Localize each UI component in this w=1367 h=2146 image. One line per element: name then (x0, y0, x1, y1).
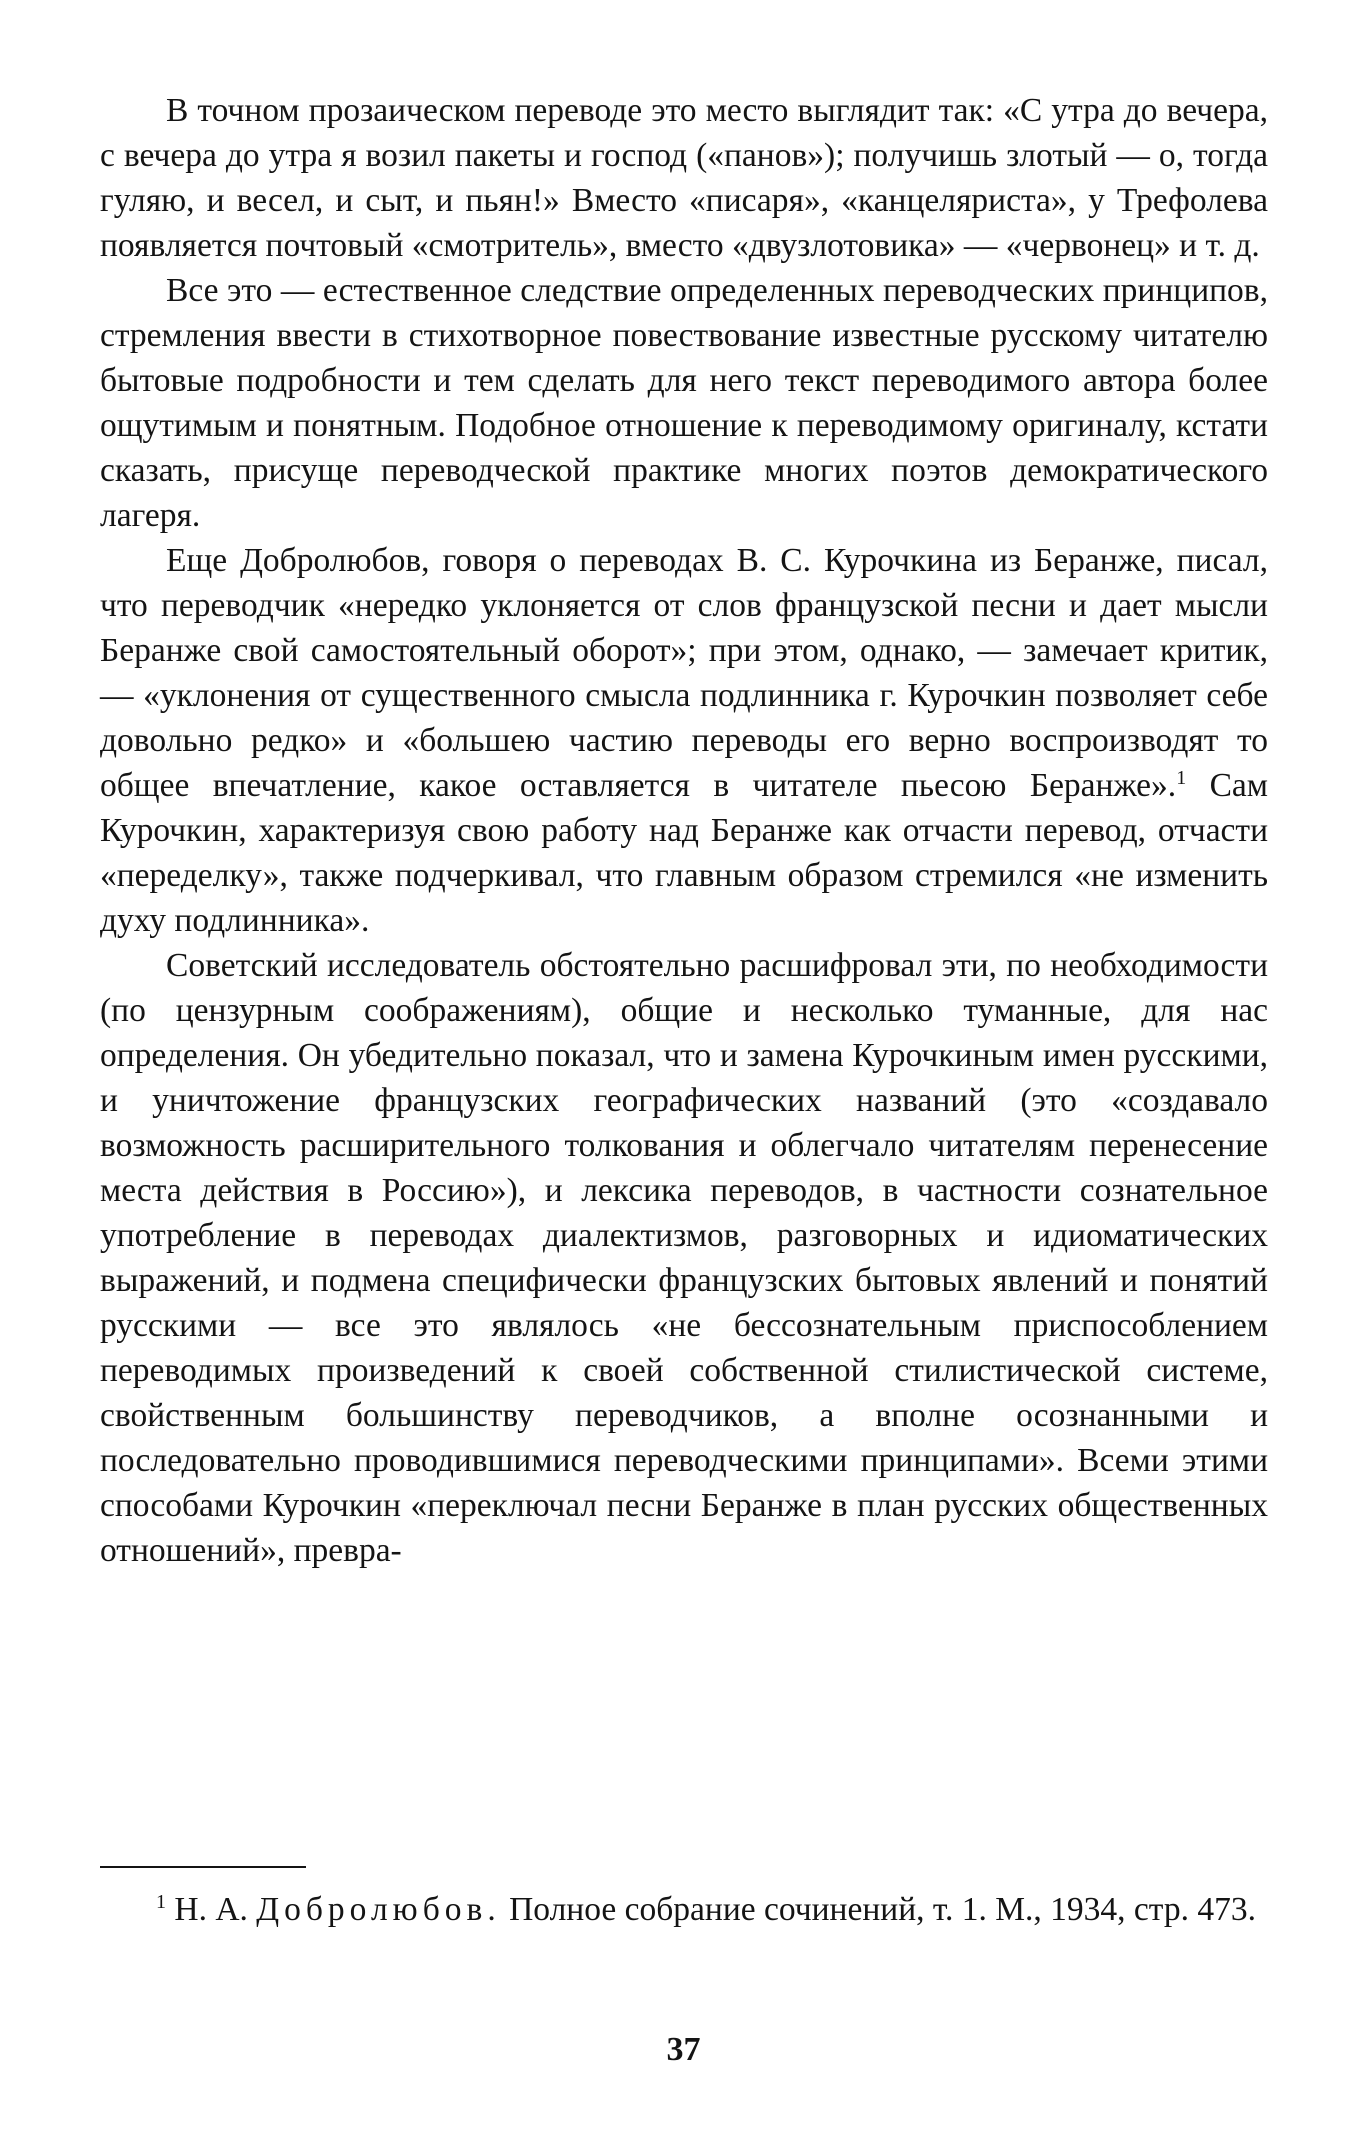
paragraph-3-continuation: Сам Курочкин, характеризуя свою работу над Беранже как отчасти перевод, отчасти «переделку», также подчеркивал, что главным образом стремился «не изменить духу подлинника». (100, 767, 1268, 939)
footnote-divider (100, 1866, 306, 1868)
paragraph-1: В точном прозаическом переводе это место выглядит так: «С утра до вечера, с вечера до утра я возил пакеты и господ («панов»); получишь злотый — о, тогда гуляю, и весел, и сыт, и пьян!» Вместо «писаря», «канцеляриста», у Трефолева появляется почтовый «смотритель», вместо «двузлотовика» — «червонец» и т. д. (100, 92, 1268, 264)
paragraph-3 (100, 538, 1268, 943)
paragraph-3-text: Еще Добролюбов, говоря о переводах В. С. Курочкина из Беранже, писал, что переводчик «нередко уклоняется от слов французской песни и дает мысли Беранже свой самостоятельный оборот»; при этом, однако, — замечает критик, — «уклонения от существенного смысла подлинника г. Курочкин позволяет себе довольно редко» и «большею частию переводы его верно воспроизводят то общее впечатление, какое оставляется в читателе пьесою Беранже». (100, 542, 1268, 804)
paragraph-4: Советский исследователь обстоятельно расшифровал эти, по необходимости (по цензурным соображениям), общие и несколько туманные, для нас определения. Он убедительно показал, что и замена Курочкиным имен русскими, и уничтожение французских географических названий (это «создавало возможность расширительного толкования и облегчало читателям перенесение места действия в Россию»), и лексика переводов, в частности сознательное употребление в переводах диалектизмов, разговорных и идиоматических выражений, и подмена специфически французских бытовых явлений и понятий русскими — все это являлось «не бессознательным приспособлением переводимых произведений к своей собственной стилистической системе, свойственным большинству переводчиков, а вполне осознанными и последовательно проводившимися переводческими принципами». Всеми этими способами Курочкин «переключал песни Беранже в план русских общественных отношений», превра- (100, 947, 1268, 1569)
paragraph-2: Все это — естественное следствие определенных переводческих принципов, стремления ввести в стихотворное повествование известные русскому читателю бытовые подробности и тем сделать для него текст переводимого автора более ощутимым и понятным. Подобное отношение к переводимому оригиналу, кстати сказать, присуще переводческой практике многих поэтов демократического лагеря. (100, 272, 1268, 534)
footnote-reference[interactable]: 1 (1176, 766, 1187, 789)
page-body (100, 88, 1268, 1573)
footnote-marker: 1 (156, 1890, 166, 1913)
footnote-author-surname: Добролюбов. (256, 1891, 501, 1928)
footnote-text: Полное собрание сочинений, т. 1. М., 1934, стр. 473. (500, 1891, 1256, 1928)
footnote (100, 1888, 1268, 1932)
page-number: 37 (666, 2031, 701, 2068)
footnote-author-initials: Н. А. (174, 1891, 248, 1928)
